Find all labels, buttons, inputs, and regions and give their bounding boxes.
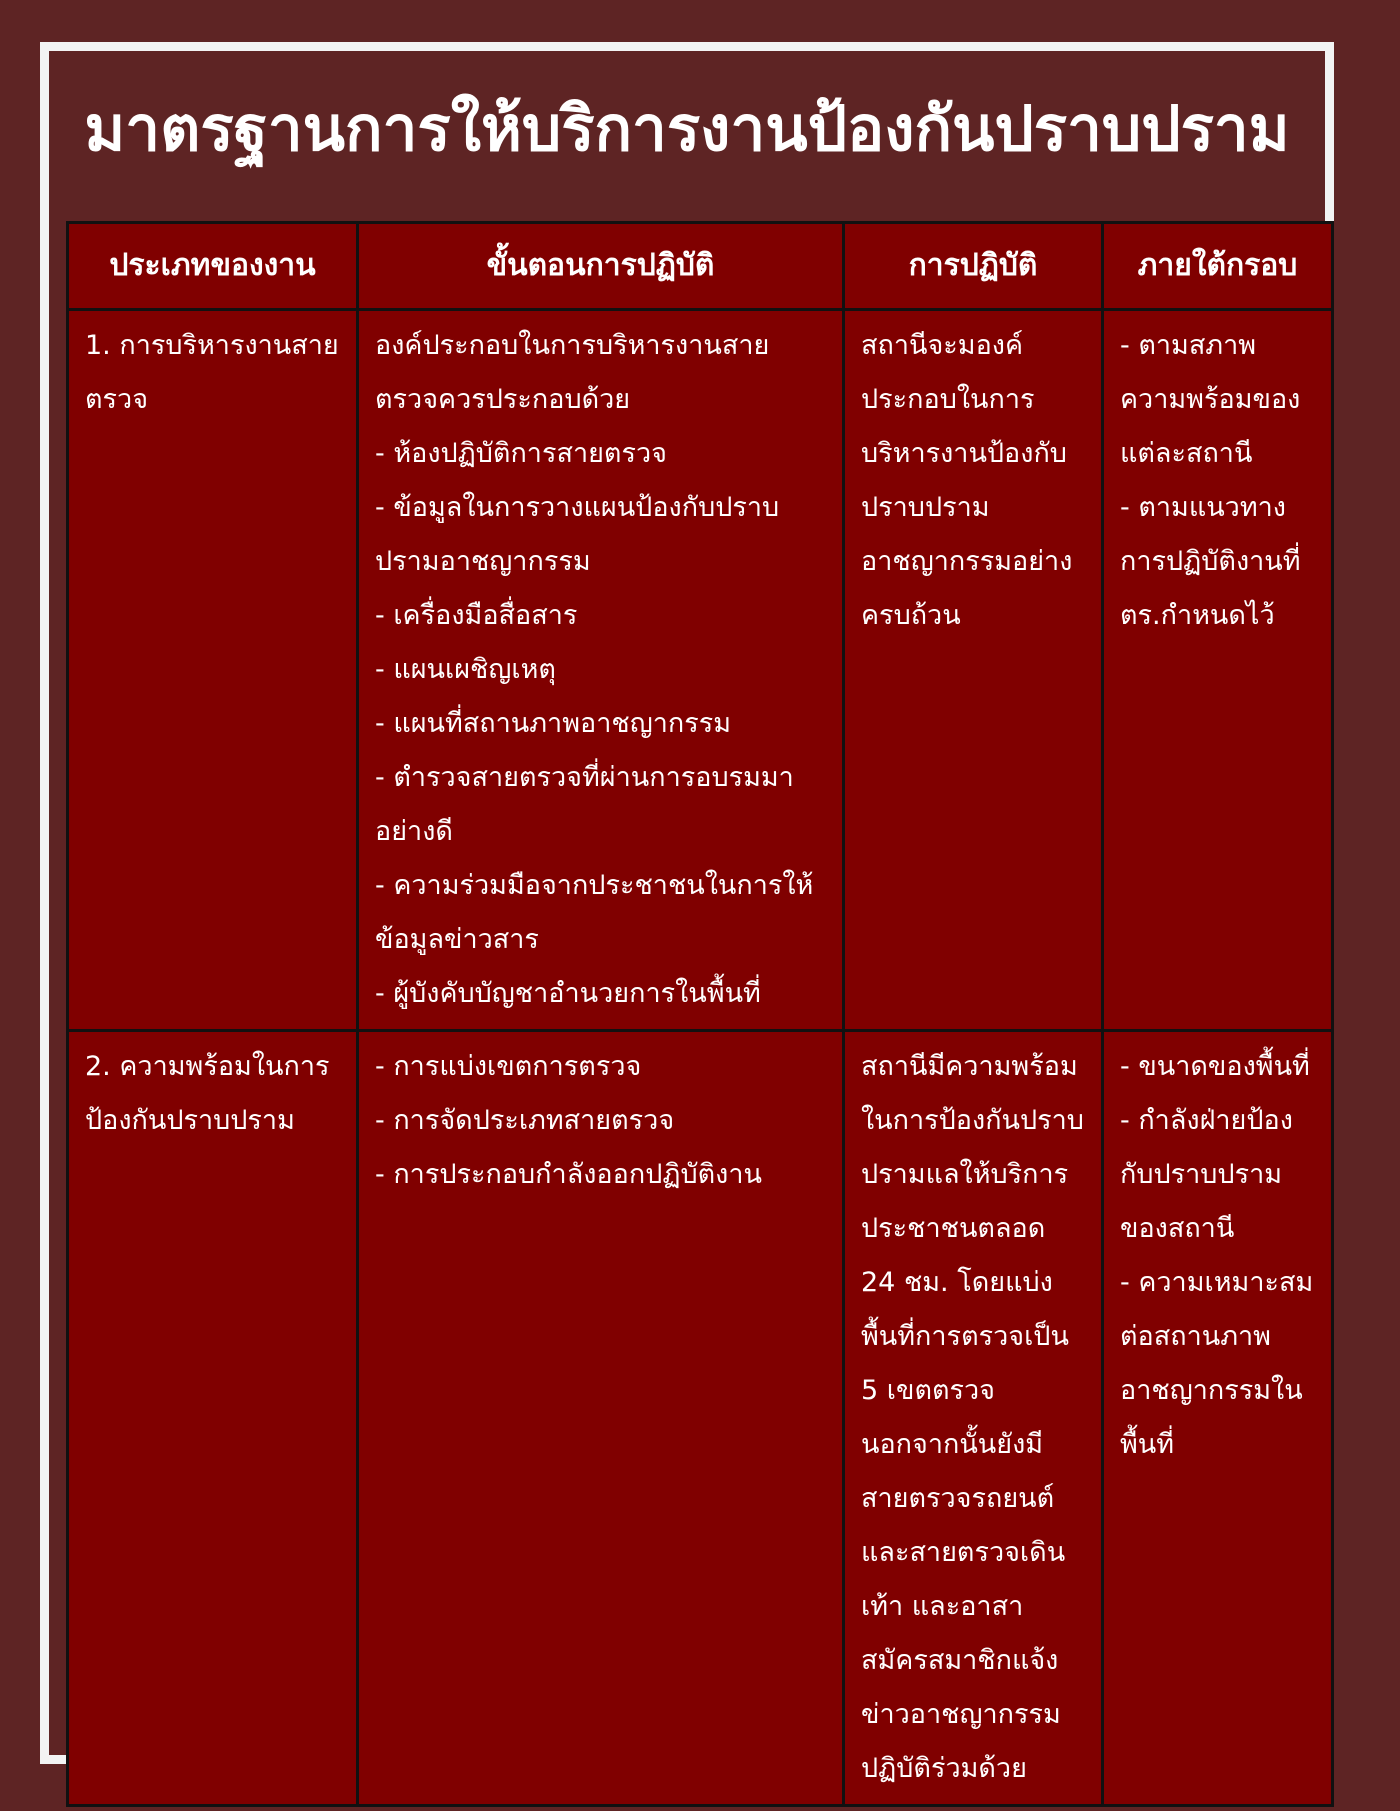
framework-item: - ความเหมาะสมต่อสถานภาพอาชญากรรมในพื้นที่ [1120,1267,1314,1460]
action-text: สถานีมีความพร้อมในการป้องกันปราบปรามแลให้บริการประชาชนตลอด 24 ชม. โดยแบ่งพื้นที่การตรวจเป็น 5 เขตตรวจ นอกจากนั้นยังมีสายตรวจรถยนต์และสายตรวจเดินเท้า และอาสาสมัครสมาชิกแจ้งข่าวอาชญากรรมปฏิบัติร่วมด้วย [861,1051,1084,1784]
table-header-row [68,223,1333,310]
poster-frame [40,42,1334,1784]
header-framework: ภายใต้กรอบ [1103,223,1333,310]
header-work-type: ประเภทของงาน [68,223,358,310]
framework-cell [1103,1031,1333,1806]
procedure-item: - ห้องปฏิบัติการสายตรวจ [375,438,667,469]
procedure-item: - เครื่องมือสื่อสาร [375,600,578,631]
table-row [68,1031,1333,1806]
header-procedure: ขั้นตอนการปฏิบัติ [358,223,844,310]
procedure-item: - ตำรวจสายตรวจที่ผ่านการอบรมมาอย่างดี [375,762,794,847]
procedure-item: - ความร่วมมือจากประชาชนในการให้ข้อมูลข่าวสาร [375,870,814,955]
procedure-item: - แผนที่สถานภาพอาชญากรรม [375,708,732,739]
procedure-item: - แผนเผชิญเหตุ [375,654,556,685]
service-standard-table [66,221,1334,1807]
work-type-cell [68,310,358,1031]
procedure-cell [358,310,844,1031]
procedure-item: - การแบ่งเขตการตรวจ [375,1051,642,1082]
work-type-text: 2. ความพร้อมในการป้องกันปราบปราม [85,1051,330,1136]
page-title: มาตรฐานการให้บริการงานป้องกันปราบปราม [84,92,1290,165]
action-cell [844,310,1103,1031]
framework-item: - กำลังฝ่ายป้องกับปราบปรามของสถานี [1120,1105,1293,1244]
work-type-cell [68,1031,358,1806]
header-action: การปฏิบัติ [844,223,1103,310]
action-text: สถานีจะมองค์ประกอบในการบริหารงานป้องกับปราบปรามอาชญากรรมอย่างครบถ้วน [861,330,1073,631]
procedure-item: - การจัดประเภทสายตรวจ [375,1105,675,1136]
procedure-cell [358,1031,844,1806]
action-cell [844,1031,1103,1806]
framework-cell [1103,310,1333,1031]
procedure-item: - การประกอบกำลังออกปฏิบัติงาน [375,1159,762,1190]
framework-item: - ตามแนวทางการปฏิบัติงานที่ ตร.กำหนดไว้ [1120,492,1301,631]
table-row [68,310,1333,1031]
work-type-text: 1. การบริหารงานสายตรวจ [85,330,339,415]
framework-item: - ตามสภาพความพร้อมของแต่ละสถานี [1120,330,1301,469]
procedure-item: - ข้อมูลในการวางแผนป้องกับปราบปรามอาชญากรรม [375,492,780,577]
framework-item: - ขนาดของพื้นที่ [1120,1051,1310,1082]
procedure-item: องค์ประกอบในการบริหารงานสายตรวจควรประกอบด้วย [375,330,770,415]
procedure-item: - ผู้บังคับบัญชาอำนวยการในพื้นที่ [375,978,761,1009]
